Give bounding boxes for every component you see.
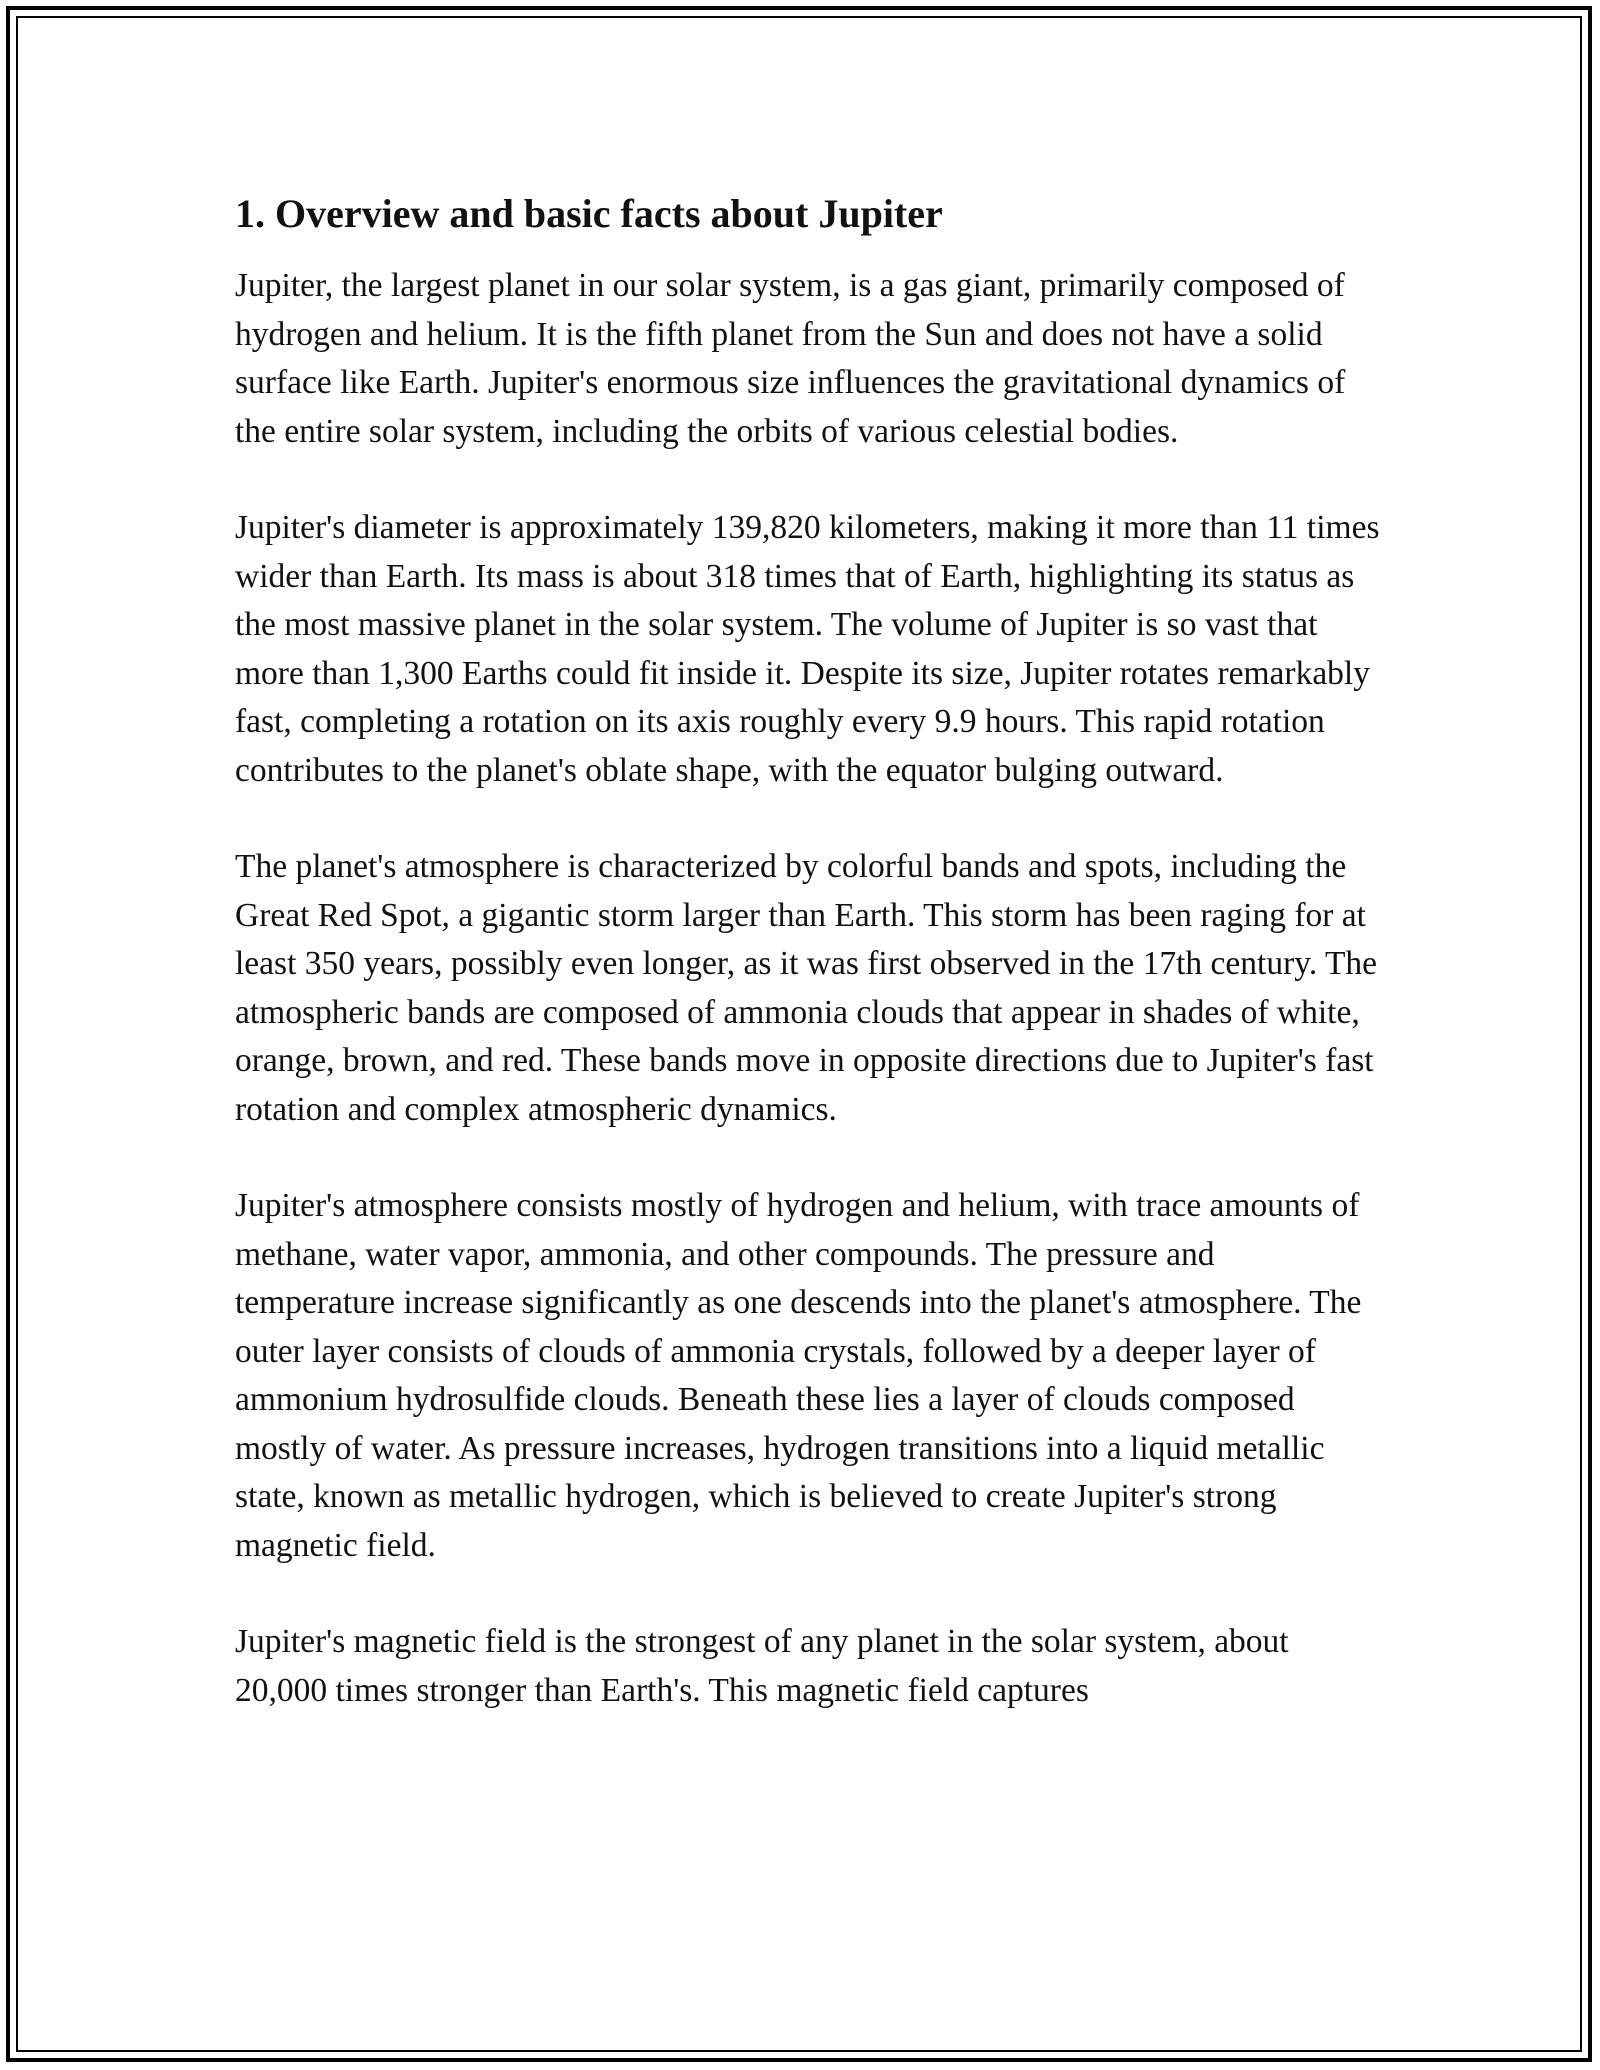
paragraph-atmosphere-composition: Jupiter's atmosphere consists mostly of hydrogen and helium, with trace amounts of methane, water vapor, ammonia, and other compounds. The pressure and temperature increase significantly as one descends into the planet's atmosphere. The outer layer consists of clouds of ammonia crystals, followed by a deeper layer of ammonium hydrosulfide clouds. Beneath these lies a layer of clouds composed mostly of water. As pressure increases, hydrogen transitions into a liquid metallic state, known as metallic hydrogen, which is believed to create Jupiter's strong magnetic field. [235, 1187, 1362, 1564]
section-heading: 1. Overview and basic facts about Jupiter [235, 191, 943, 236]
paragraph-atmospheric-bands: The planet's atmosphere is characterized by colorful bands and spots, including the Great Red Spot, a gigantic storm larger than Earth. This storm has been raging for at least 350 years, possibly even longer, as it was first observed in the 17th century. The atmospheric bands are composed of ammonia clouds that appear in shades of white, orange, brown, and red. These bands move in opposite directions due to Jupiter's fast rotation and complex atmospheric dynamics. [235, 848, 1378, 1128]
document-body [235, 182, 1380, 1763]
paragraph-size-and-rotation: Jupiter's diameter is approximately 139,820 kilometers, making it more than 11 times wider than Earth. Its mass is about 318 times that of Earth, highlighting its status as the most massive planet in the solar system. The volume of Jupiter is so vast that more than 1,300 Earths could fit inside it. Despite its size, Jupiter rotates remarkably fast, completing a rotation on its axis roughly every 9.9 hours. This rapid rotation contributes to the planet's oblate shape, with the equator bulging outward. [235, 509, 1380, 789]
paragraph-overview: Jupiter, the largest planet in our solar system, is a gas giant, primarily composed of hydrogen and helium. It is the fifth planet from the Sun and does not have a solid surface like Earth. Jupiter's enormous size influences the gravitational dynamics of the entire solar system, including the orbits of various celestial bodies. [235, 267, 1346, 450]
paragraph-magnetic-field: Jupiter's magnetic field is the strongest of any planet in the solar system, about 20,000 times stronger than Earth's. This magnetic field captures [235, 1623, 1289, 1709]
